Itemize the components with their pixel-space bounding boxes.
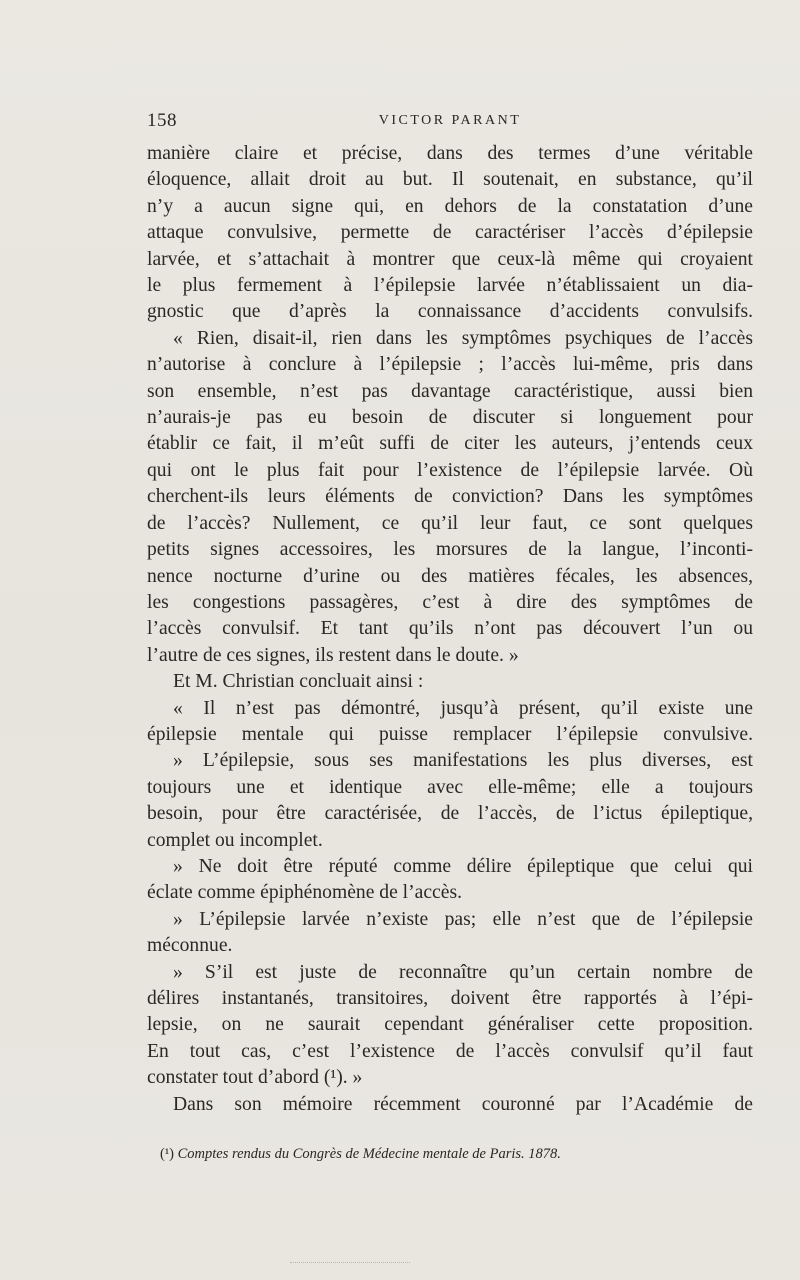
text-line: lepsie, on ne saurait cependant généraliser cette proposition. xyxy=(147,1014,753,1036)
text-line: gnostic que d’après la connaissance d’accidents convulsifs. xyxy=(147,301,753,323)
text-line: éloquence, allait droit au but. Il soutenait, en substance, qu’il xyxy=(147,169,753,191)
text-line: de l’accès? Nullement, ce qu’il leur faut, ce sont quelques xyxy=(147,512,753,534)
text-line: n’aurais-je pas eu besoin de discuter si longuement pour xyxy=(147,407,753,429)
page-header xyxy=(147,110,753,134)
text-line: n’y a aucun signe qui, en dehors de la constatation d’une xyxy=(147,195,753,217)
text-line: » Ne doit être réputé comme délire épileptique que celui qui xyxy=(173,855,753,877)
text-line: manière claire et précise, dans des termes d’une véritable xyxy=(147,143,753,164)
text-line: épilepsie mentale qui puisse remplacer l’épilepsie convulsive. xyxy=(147,723,753,745)
footnote-text: Comptes rendus du Congrès de Médecine mentale de Paris. 1878. xyxy=(177,1146,561,1162)
text-line: En tout cas, c’est l’existence de l’accès convulsif qu’il faut xyxy=(147,1040,753,1062)
text-line: qui ont le plus fait pour l’existence de l’épilepsie larvée. Où xyxy=(147,459,753,481)
footer-rule xyxy=(290,1262,410,1263)
text-line: constater tout d’abord (¹). » xyxy=(147,1067,363,1089)
text-line: les congestions passagères, c’est à dire des symptômes de xyxy=(147,591,753,613)
text-line: le plus fermement à l’épilepsie larvée n’établissaient un dia- xyxy=(147,275,753,297)
text-line: » S’il est juste de reconnaître qu’un certain nombre de xyxy=(173,961,753,983)
footnote-marker: (¹) xyxy=(160,1146,175,1162)
text-line: Et M. Christian concluait ainsi : xyxy=(173,671,424,693)
text-line: l’autre de ces signes, ils restent dans le doute. » xyxy=(147,644,519,666)
text-line: cherchent-ils leurs éléments de conviction? Dans les symptômes xyxy=(147,486,753,508)
text-line: besoin, pour être caractérisée, de l’accès, de l’ictus épileptique, xyxy=(147,803,753,825)
text-line: » L’épilepsie larvée n’existe pas; elle n’est que de l’épilepsie xyxy=(173,908,753,930)
text-line: n’autorise à conclure à l’épilepsie ; l’accès lui-même, pris dans xyxy=(147,354,753,376)
text-line: petits signes accessoires, les morsures de la langue, l’inconti- xyxy=(147,539,753,561)
text-line: toujours une et identique avec elle-même; elle a toujours xyxy=(147,776,753,798)
text-line: complet ou incomplet. xyxy=(147,829,323,851)
text-line: l’accès convulsif. Et tant qu’ils n’ont pas découvert l’un ou xyxy=(147,618,753,640)
page-number: 158 xyxy=(147,110,177,131)
text-line: éclate comme épiphénomène de l’accès. xyxy=(147,882,462,904)
text-line: nence nocturne d’urine ou des matières fécales, les absences, xyxy=(147,565,753,587)
text-line: « Il n’est pas démontré, jusqu’à présent, qu’il existe une xyxy=(173,697,753,719)
text-line: » L’épilepsie, sous ses manifestations les plus diverses, est xyxy=(173,750,753,772)
text-line: établir ce fait, il m’eût suffi de citer les auteurs, j’entends ceux xyxy=(147,433,753,455)
text-line: « Rien, disait-il, rien dans les symptômes psychiques de l’accès xyxy=(173,327,753,349)
text-line: méconnue. xyxy=(147,935,233,957)
text-line: attaque convulsive, permette de caractériser l’accès d’épilepsie xyxy=(147,222,753,244)
footnote xyxy=(160,1146,760,1163)
text-line: son ensemble, n’est pas davantage caractéristique, aussi bien xyxy=(147,380,753,402)
text-line: délires instantanés, transitoires, doivent être rapportés à l’épi- xyxy=(147,988,753,1009)
text-line: larvée, et s’attachait à montrer que ceux-là même qui croyaient xyxy=(147,248,753,270)
text-line: Dans son mémoire récemment couronné par l’Académie de xyxy=(173,1093,753,1115)
running-head: VICTOR PARANT xyxy=(378,113,522,128)
body-text xyxy=(147,141,753,1118)
